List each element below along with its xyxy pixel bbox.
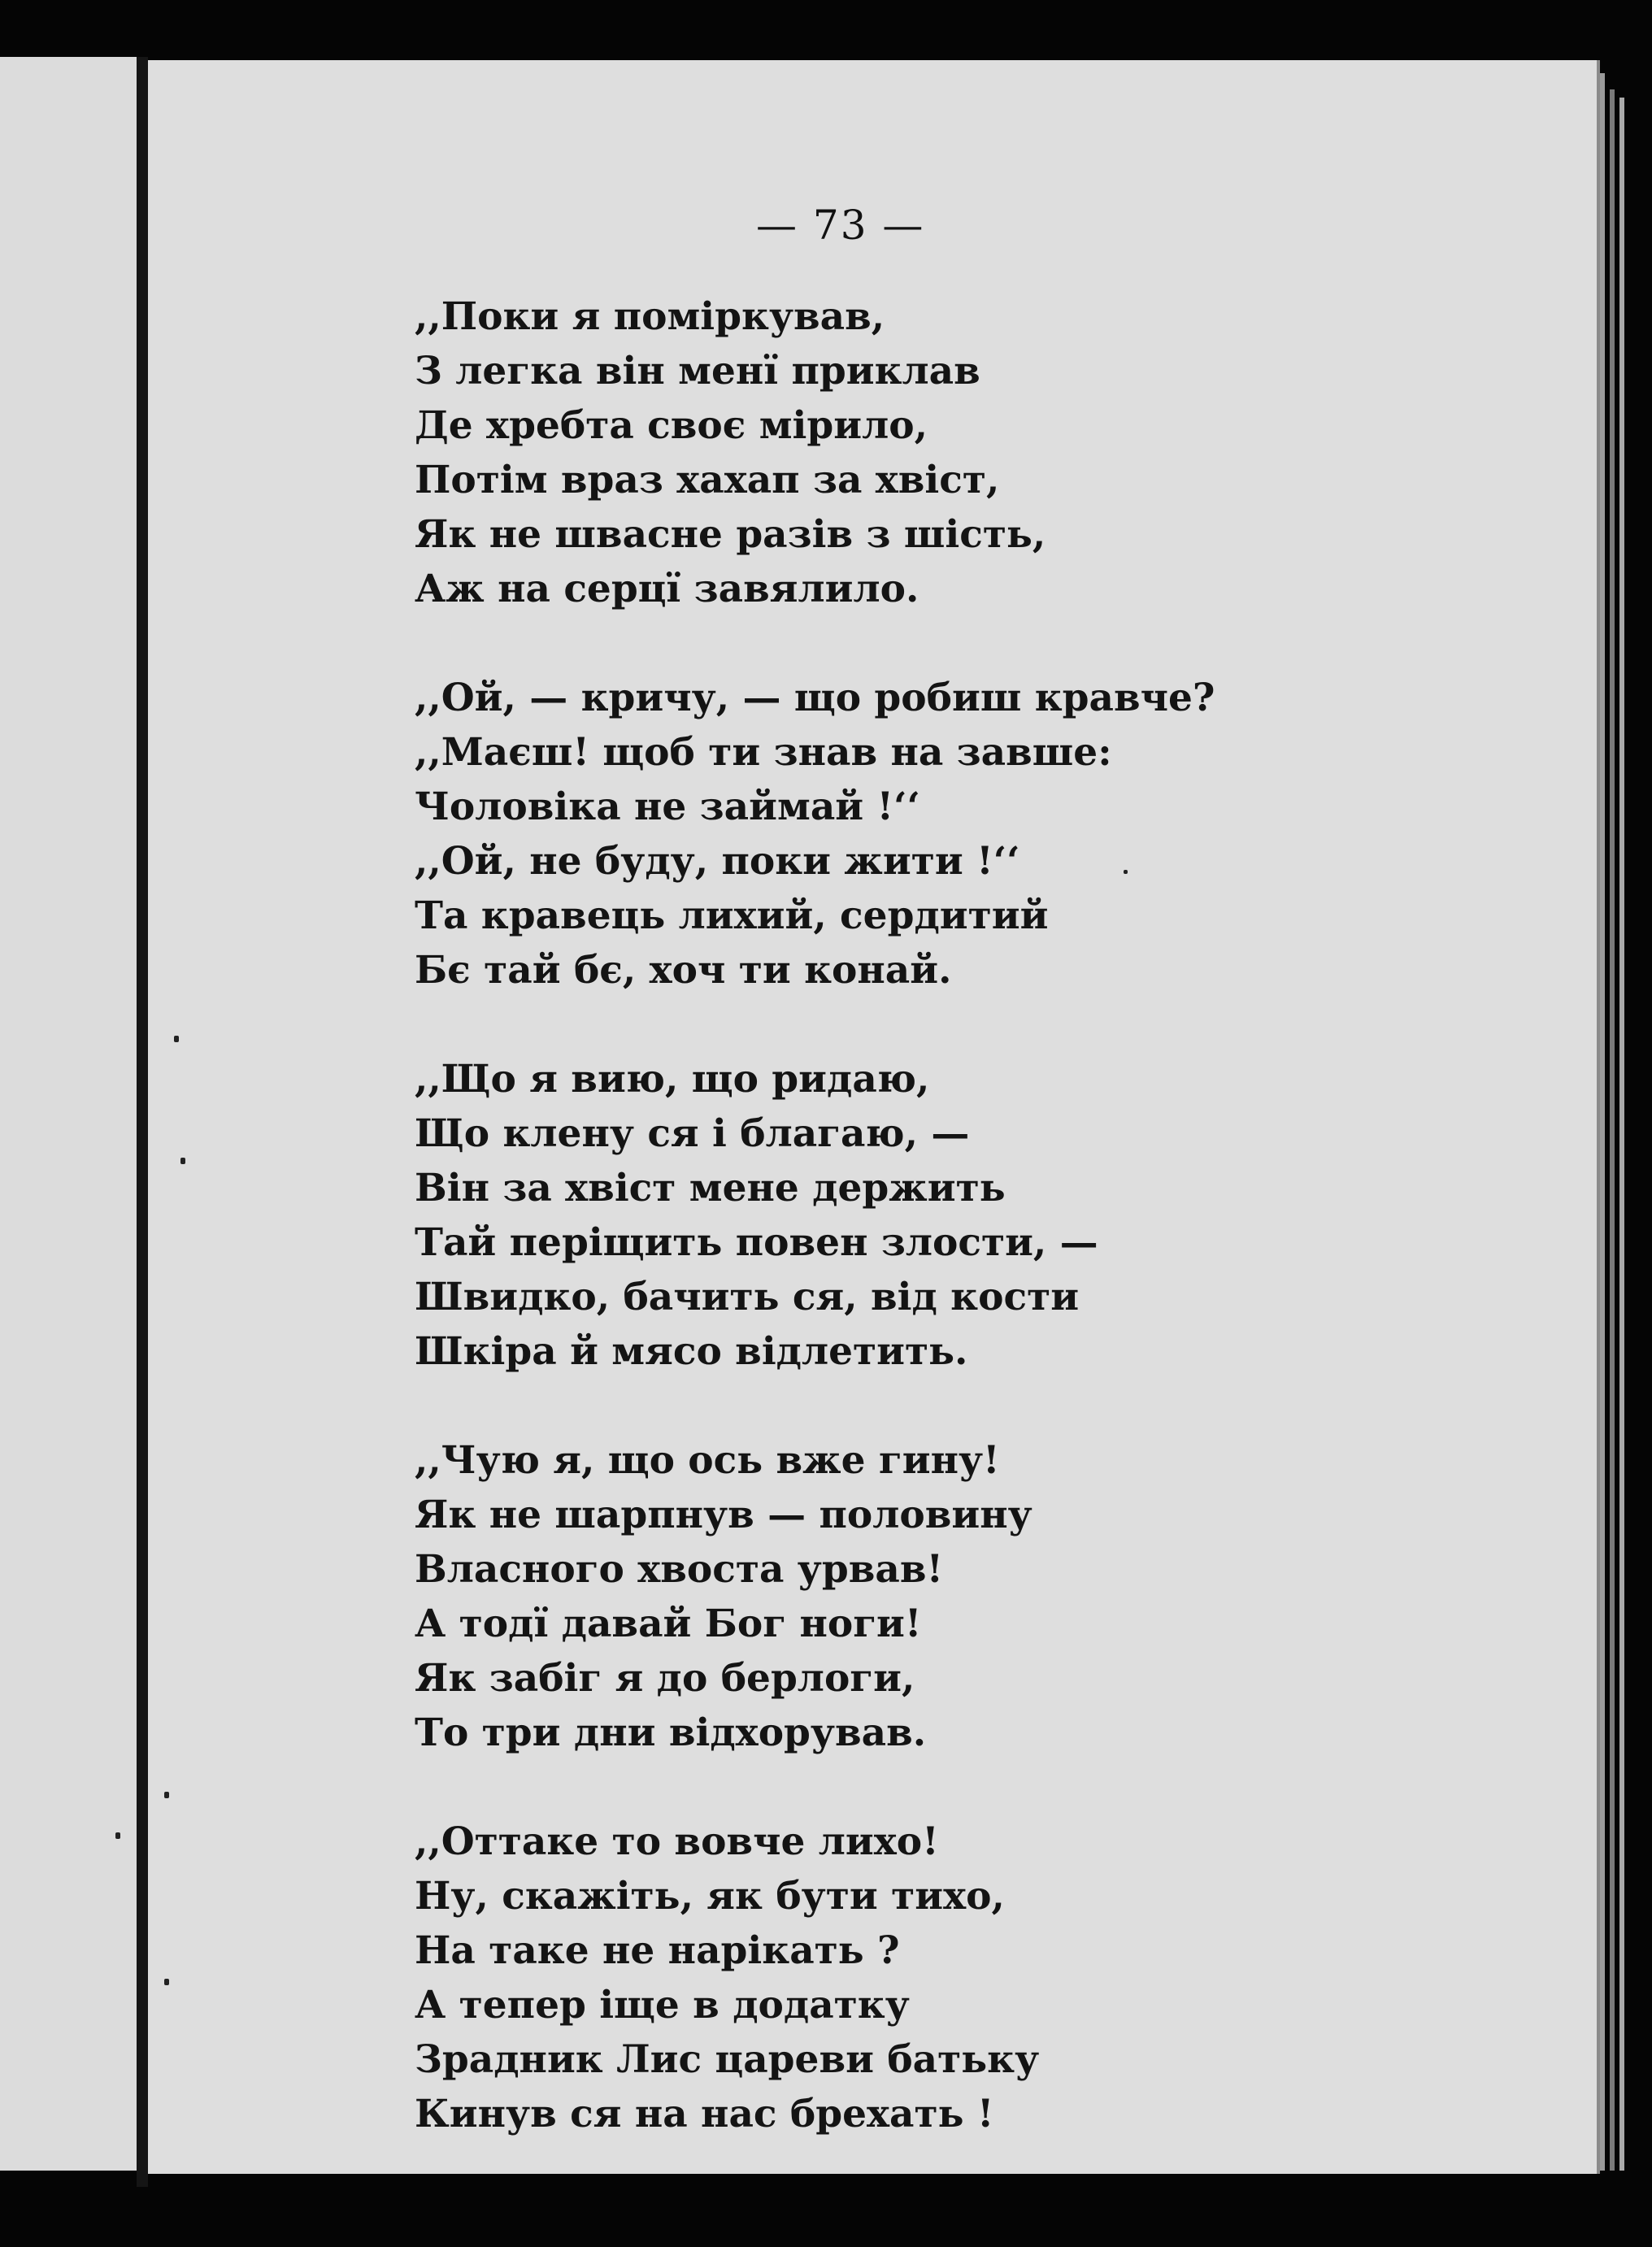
book-gutter [137, 57, 148, 2187]
print-speck [115, 1832, 120, 1839]
poem-line: На таке не нарікать ? [415, 1928, 900, 1973]
poem-line: Зрадник Лис цареви батьку [415, 2037, 1040, 2082]
poem-line: ,,Оттаке то вовче лихо! [415, 1819, 939, 1864]
print-speck [180, 1158, 185, 1164]
poem-line: Власного хвоста урвав! [415, 1547, 944, 1592]
poem-line: ,,Чую я, що ось вже гину! [415, 1438, 1000, 1483]
poem-line: Як не швасне разів з шість, [415, 512, 1046, 557]
poem-line: ,,Поки я поміркував, [415, 294, 885, 339]
poem-line: То три дни відхорував. [415, 1710, 927, 1755]
left-facing-page-edge [0, 57, 140, 2171]
poem-line: З легка він менї приклав [415, 349, 980, 393]
poem-line: Швидко, бачить ся, від кости [415, 1275, 1080, 1319]
poem-line: Ну, скажіть, як бути тихо, [415, 1874, 1005, 1919]
poem-line: Потім враз хахап за хвіст, [415, 458, 1000, 502]
stanza [415, 1433, 1553, 1760]
poem-line: Як забіг я до берлоги, [415, 1656, 915, 1701]
print-speck [164, 1979, 169, 1985]
poem-line: Тай періщить повен злости, — [415, 1220, 1098, 1265]
stanza [415, 289, 1553, 616]
poem-line: Чоловіка не займай !‘‘ [415, 784, 920, 829]
poem-line: Аж на серцї завялило. [415, 567, 919, 611]
stanza [415, 671, 1553, 997]
poem-line: ,,Ой, — кричу, — що робиш кравче? [415, 676, 1215, 720]
poem-line: Та кравець лихий, сердитий [415, 893, 1049, 938]
page-edge [1600, 73, 1605, 2171]
poem-line: А тодї давай Бог ноги! [415, 1602, 922, 1646]
print-speck [174, 1036, 179, 1042]
poem-line: Як не шарпнув — половину [415, 1493, 1032, 1537]
poem-line: Шкіра й мясо відлетить. [415, 1329, 968, 1374]
poem-line: Де хребта своє мірило, [415, 403, 928, 448]
poem-line: ,,Маєш! щоб ти знав на завше: [415, 730, 1112, 775]
poem-line: ,,Ой, не буду, поки жити !‘‘ [415, 839, 1020, 884]
poem-line: Кинув ся на нас брехать ! [415, 2092, 994, 2136]
poem-line: Він за хвіст мене держить [415, 1166, 1006, 1210]
print-speck [164, 1792, 169, 1798]
stanza [415, 1815, 1553, 2141]
poem-line: Бє тай бє, хоч ти конай. [415, 948, 952, 993]
page-edge [1610, 89, 1615, 2171]
poem-line: ,,Що я вию, що ридаю, [415, 1057, 930, 1102]
page-number: — 73 — [756, 202, 925, 249]
poem-text [415, 289, 1553, 2196]
stanza [415, 1052, 1553, 1379]
poem-line: А тепер іще в додатку [415, 1983, 910, 2028]
poem-line: Що клену ся і благаю, — [415, 1111, 970, 1156]
page-edge [1619, 98, 1624, 2171]
